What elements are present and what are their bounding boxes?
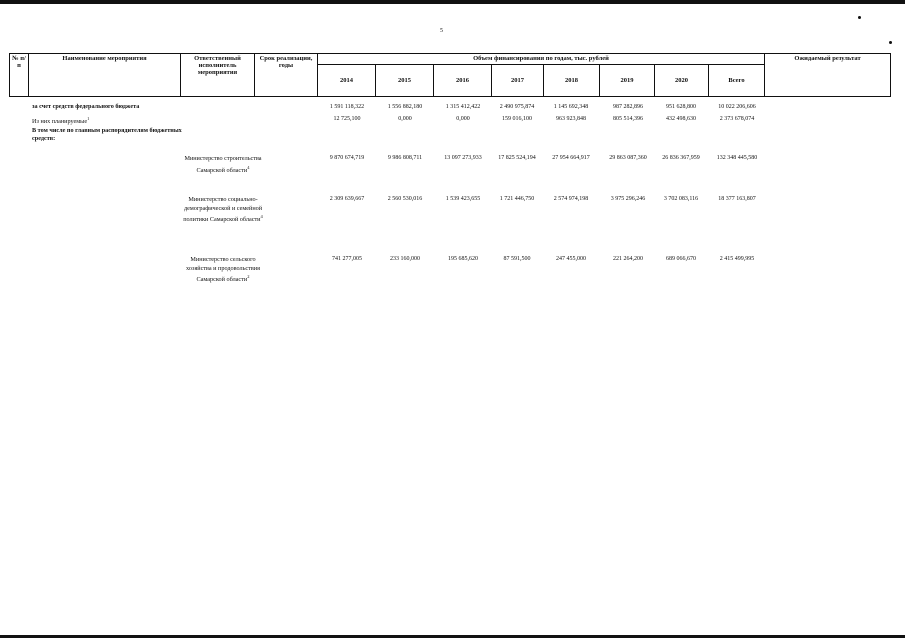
value-cell: 689 066,670 [666, 256, 696, 262]
value-cell: 1 145 692,348 [553, 104, 589, 110]
value-cell: 159 016,100 [502, 116, 532, 122]
col-year: 2020 [655, 64, 709, 96]
value-cell: 26 836 367,959 [662, 155, 700, 161]
value-cell: 9 986 808,711 [387, 155, 423, 161]
ministry-name [180, 256, 266, 285]
value-cell: 1 721 446,750 [499, 196, 535, 202]
col-name: Наименование мероприятия [29, 54, 181, 97]
value-cell: 221 264,200 [613, 256, 643, 262]
value-cell: 132 348 445,580 [716, 155, 758, 161]
value-cell: 12 725,100 [333, 116, 361, 122]
value-cell: 18 377 163,807 [718, 196, 756, 202]
value-cell: 2 560 530,016 [387, 196, 423, 202]
bottom-border [0, 635, 905, 638]
value-cell: 1 556 882,180 [387, 104, 423, 110]
value-cell: 87 591,500 [503, 256, 531, 262]
value-cell: 741 277,005 [332, 256, 362, 262]
col-year: 2014 [318, 64, 376, 96]
ministry-name [180, 155, 266, 175]
col-period: Срок реализации, годы [255, 54, 318, 97]
value-cell: 963 923,848 [556, 116, 586, 122]
footnote-mark: 2 [247, 274, 250, 279]
col-year: 2018 [544, 64, 600, 96]
planned-label: Из них планируемые [32, 118, 88, 126]
value-cell: 9 870 674,719 [329, 155, 365, 161]
col-responsible: Ответственный исполнитель мероприятия [181, 54, 255, 97]
col-financing: Объем финансирования по годам, тыс. рублей [318, 54, 765, 65]
value-cell: 987 282,896 [613, 104, 643, 110]
value-cell: 247 455,000 [556, 256, 586, 262]
footnote-mark: 4 [247, 164, 250, 170]
page-number: 5 [440, 28, 443, 34]
value-cell: 2 373 678,074 [719, 116, 755, 122]
col-year: 2015 [376, 64, 434, 96]
value-cell: 951 628,800 [666, 104, 696, 110]
col-year: 2016 [434, 64, 492, 96]
value-cell: 10 022 206,606 [718, 104, 756, 110]
col-total: Всего [709, 64, 765, 96]
value-cell: 2 309 639,667 [329, 196, 365, 202]
ministry-name-text: Министерство строительства Самарской области [184, 155, 262, 174]
value-cell: 1 591 118,322 [329, 104, 365, 110]
value-cell: 195 685,620 [448, 256, 478, 262]
col-result: Ожидаемый результат [765, 54, 891, 97]
ministry-name-text: Министерство социально-демографической и семейной политики Самарской области [183, 196, 263, 224]
value-cell: 432 498,630 [666, 116, 696, 122]
value-cell: 0,000 [456, 116, 470, 122]
value-cell: 1 315 412,422 [445, 104, 481, 110]
ministry-name-text: Министерство сельского хозяйства и продовольствия Самарской области [186, 256, 260, 284]
col-year: 2019 [600, 64, 655, 96]
col-no: № п/п [10, 54, 29, 97]
value-cell: 27 954 664,917 [552, 155, 590, 161]
value-cell: 805 514,396 [613, 116, 643, 122]
value-cell: 13 097 273,933 [444, 155, 482, 161]
value-cell: 1 539 423,655 [445, 196, 481, 202]
value-cell: 29 863 087,360 [609, 155, 647, 161]
value-cell: 2 574 974,198 [553, 196, 589, 202]
value-cell: 2 415 499,995 [719, 256, 755, 262]
row-label-planned [32, 115, 89, 126]
row-label-by-managers: В том числе по главным распорядителям бюджетных средств: [32, 127, 182, 142]
value-cell: 3 702 083,116 [663, 196, 699, 202]
row-label-federal: за счет средств федерального бюджета [32, 103, 140, 110]
footnote-mark: 4 [260, 214, 263, 219]
col-year: 2017 [492, 64, 544, 96]
value-cell: 2 490 975,874 [499, 104, 535, 110]
footnote-mark: 1 [87, 116, 90, 121]
ministry-name [180, 196, 266, 225]
value-cell: 3 975 296,246 [610, 196, 646, 202]
value-cell: 0,000 [398, 116, 412, 122]
value-cell: 17 825 524,194 [498, 155, 536, 161]
value-cell: 233 160,000 [390, 256, 420, 262]
